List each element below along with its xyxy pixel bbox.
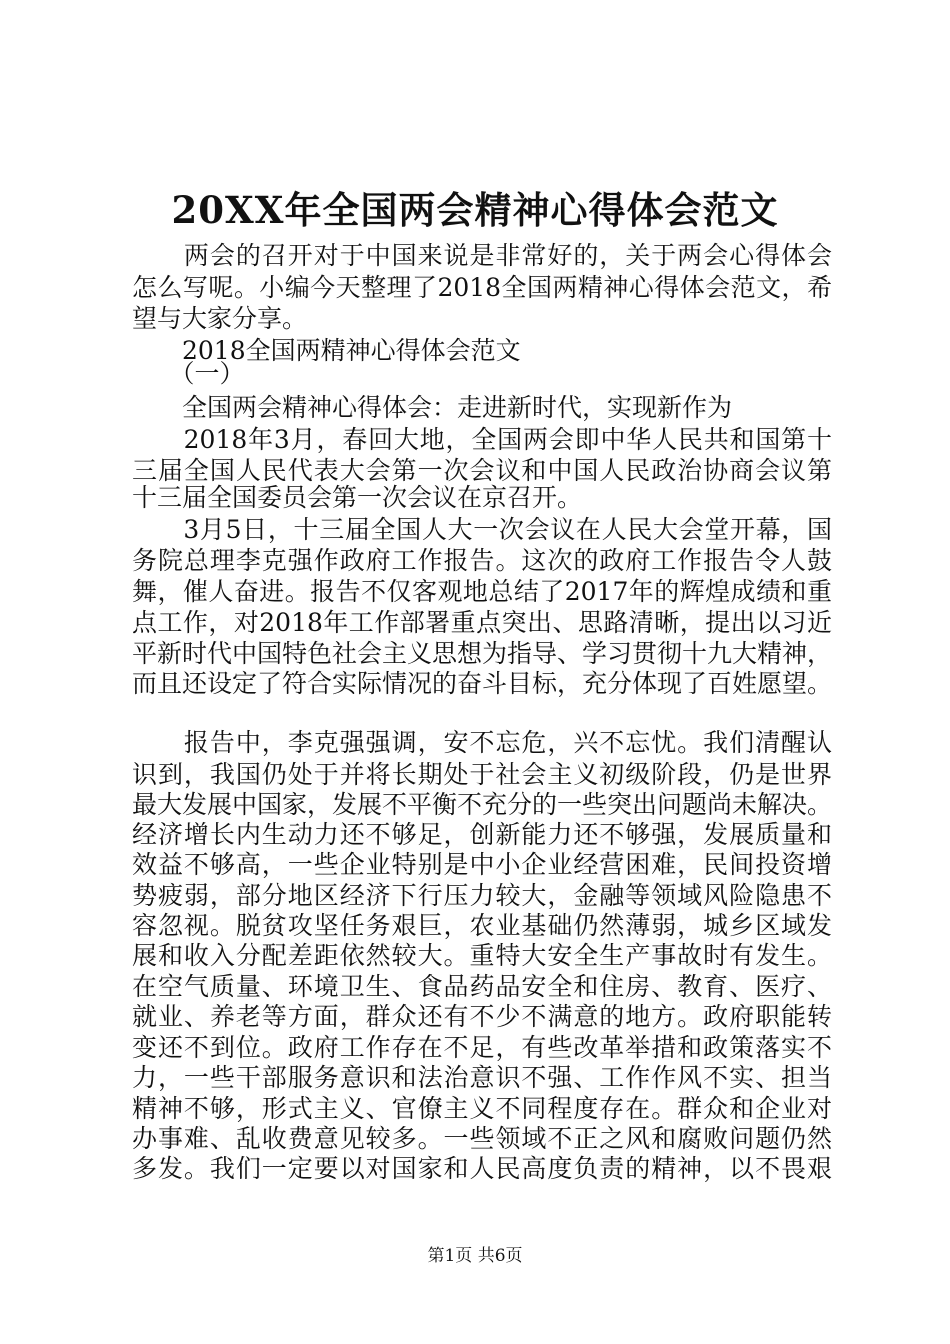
body-line: 舞，催人奋进。报告不仅客观地总结了2017年的辉煌成绩和重 xyxy=(132,577,832,606)
body-line: 识到，我国仍处于并将长期处于社会主义初级阶段，仍是世界 xyxy=(132,760,832,789)
body-line: 最大发展中国家，发展不平衡不充分的一些突出问题尚未解决。 xyxy=(132,790,832,819)
body-line: 在空气质量、环境卫生、食品药品安全和住房、教育、医疗、 xyxy=(132,972,832,1001)
body-line: 而且还设定了符合实际情况的奋斗目标，充分体现了百姓愿望。 xyxy=(132,669,832,698)
body-line: 力，一些干部服务意识和法治意识不强、工作作风不实、担当 xyxy=(132,1063,832,1092)
document-title: 20XX年全国两会精神心得体会范文 xyxy=(171,188,779,232)
body-line: 务院总理李克强作政府工作报告。这次的政府工作报告令人鼓 xyxy=(132,546,832,575)
body-line: 效益不够高，一些企业特别是中小企业经营困难，民间投资增 xyxy=(132,850,832,879)
body-line: 平新时代中国特色社会主义思想为指导、学习贯彻十九大精神， xyxy=(132,639,832,668)
body-line: 全国两会精神心得体会：走进新时代，实现新作为 xyxy=(132,393,733,422)
body-line: 展和收入分配差距依然较大。重特大安全生产事故时有发生。 xyxy=(132,941,832,970)
body-line: 多发。我们一定要以对国家和人民高度负责的精神，以不畏艰 xyxy=(132,1154,832,1183)
page-footer: 第1页 共6页 xyxy=(427,1246,523,1266)
body-line: 就业、养老等方面，群众还有不少不满意的地方。政府职能转 xyxy=(132,1002,832,1031)
body-line: 3月5日，十三届全国人大一次会议在人民大会堂开幕，国 xyxy=(132,515,832,544)
body-line: 怎么写呢。小编今天整理了2018全国两精神心得体会范文，希 xyxy=(132,273,832,302)
body-line: 望与大家分享。 xyxy=(132,304,308,333)
body-line: 经济增长内生动力还不够足，创新能力还不够强，发展质量和 xyxy=(132,820,832,849)
body-line: 两会的召开对于中国来说是非常好的，关于两会心得体会 xyxy=(132,241,832,270)
body-line: 报告中，李克强强调，安不忘危，兴不忘忧。我们清醒认 xyxy=(132,728,832,757)
body-line: 2018年3月，春回大地，全国两会即中华人民共和国第十 xyxy=(132,425,832,454)
body-line: 点工作，对2018年工作部署重点突出、思路清晰，提出以习近 xyxy=(132,608,832,637)
body-line: 变还不到位。政府工作存在不足，有些改革举措和政策落实不 xyxy=(132,1033,832,1062)
body-line: 容忽视。脱贫攻坚任务艰巨，农业基础仍然薄弱，城乡区域发 xyxy=(132,911,832,940)
body-line: 势疲弱，部分地区经济下行压力较大，金融等领域风险隐患不 xyxy=(132,881,832,910)
body-line: 2018全国两精神心得体会范文 xyxy=(132,336,521,365)
body-line: 精神不够，形式主义、官僚主义不同程度存在。群众和企业对 xyxy=(132,1094,832,1123)
body-line: 办事难、乱收费意见较多。一些领域不正之风和腐败问题仍然 xyxy=(132,1124,832,1153)
body-line: 三届全国人民代表大会第一次会议和中国人民政治协商会议第 xyxy=(132,456,832,485)
body-line: 十三届全国委员会第一次会议在京召开。 xyxy=(132,483,583,512)
body-line: （一） xyxy=(132,359,245,388)
